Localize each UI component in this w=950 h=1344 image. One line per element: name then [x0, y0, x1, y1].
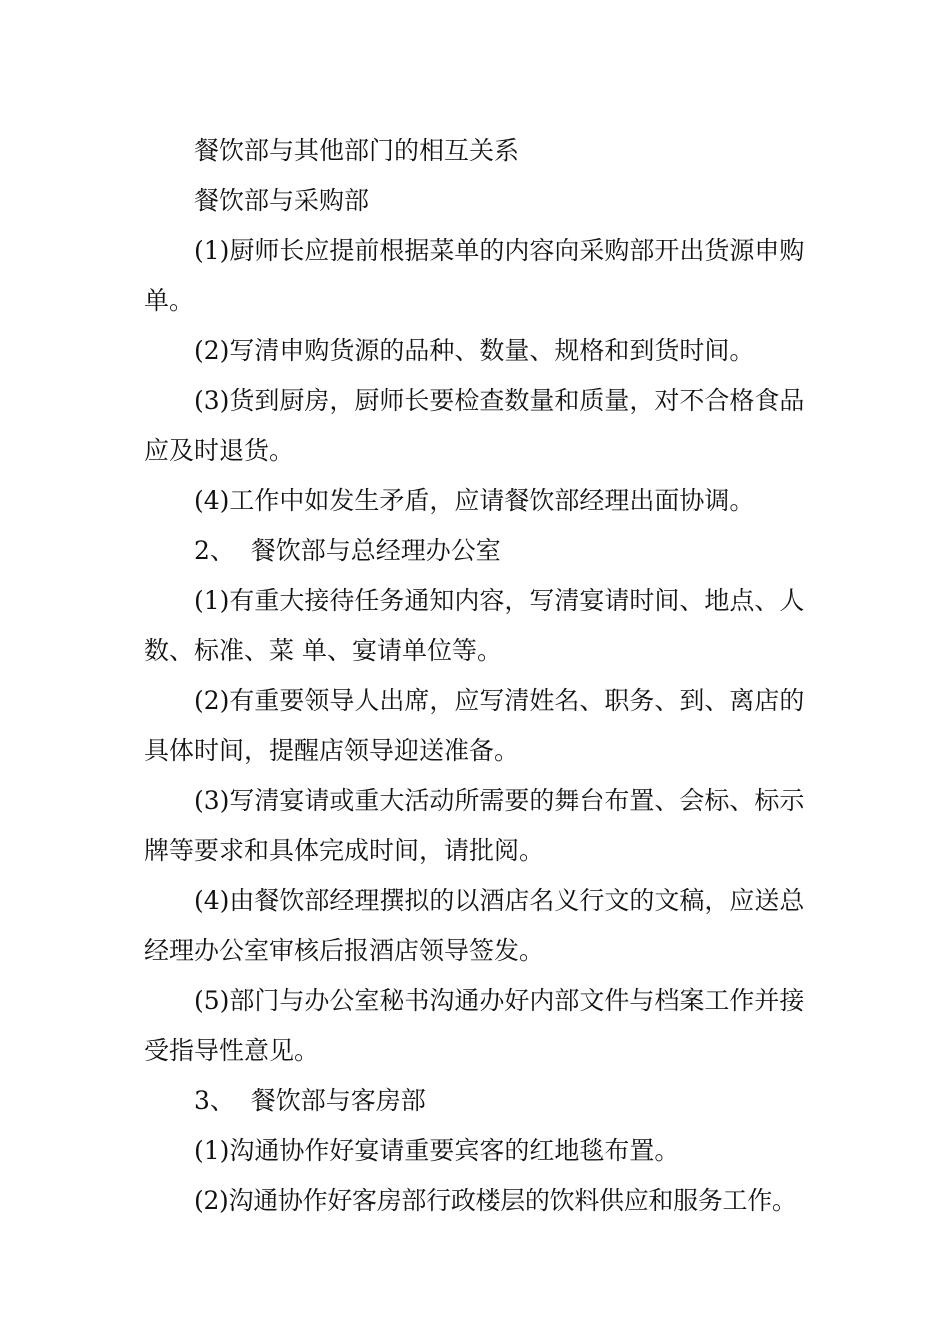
section-heading-general-office: 2、 餐饮部与总经理办公室: [194, 536, 501, 565]
paragraph: (3)写清宴请或重大活动所需要的舞台布置、会标、标示牌等要求和具体完成时间，请批阅。: [144, 786, 805, 865]
paragraph: (1)有重大接待任务通知内容，写清宴请时间、地点、人数、标准、菜 单、宴请单位等。: [144, 586, 805, 665]
paragraph: (1)厨师长应提前根据菜单的内容向采购部开出货源申购单。: [144, 236, 805, 315]
paragraph: (4)由餐饮部经理撰拟的以酒店名义行文的文稿，应送总经理办公室审核后报酒店领导签发。: [144, 886, 805, 965]
paragraph: (3)货到厨房，厨师长要检查数量和质量，对不合格食品应及时退货。: [144, 386, 805, 465]
document-body: [144, 126, 810, 1226]
document-heading: 餐饮部与其他部门的相互关系: [194, 136, 520, 165]
paragraph: (2)有重要领导人出席，应写清姓名、职务、到、离店的具体时间，提醒店领导迎送准备。: [144, 686, 805, 765]
paragraph: (4)工作中如发生矛盾，应请餐饮部经理出面协调。: [194, 486, 755, 515]
section-heading-purchasing: 餐饮部与采购部: [194, 186, 370, 215]
section-heading-housekeeping: 3、 餐饮部与客房部: [194, 1086, 426, 1115]
paragraph: (1)沟通协作好宴请重要宾客的红地毯布置。: [194, 1136, 680, 1165]
paragraph: (2)沟通协作好客房部行政楼层的饮料供应和服务工作。: [194, 1186, 797, 1215]
paragraph: (5)部门与办公室秘书沟通办好内部文件与档案工作并接受指导性意见。: [144, 986, 805, 1065]
paragraph: (2)写清申购货源的品种、数量、规格和到货时间。: [194, 336, 755, 365]
